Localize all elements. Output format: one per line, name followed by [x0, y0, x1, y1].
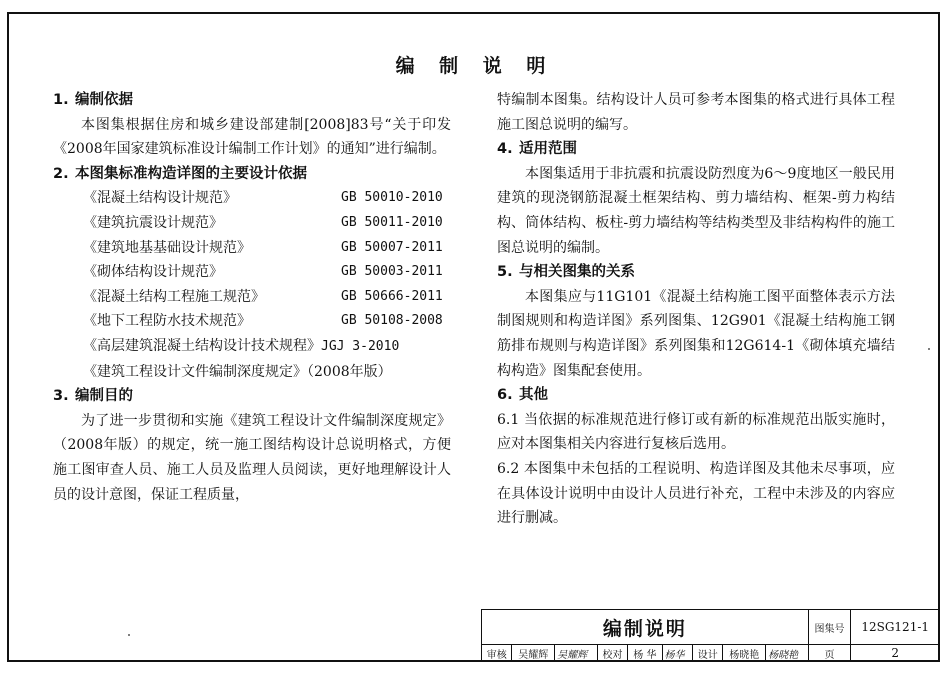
section-4-paragraph: 本图集适用于非抗震和抗震设防烈度为6～9度地区一般民用建筑的现浇钢筋混凝土框架结构、剪力墙结构、框架-剪力构结构、筒体结构、板柱-剪力墙结构等结构类型及非结构构件的施工图总说明的编制。 [497, 165, 895, 256]
page-label: 页 [808, 645, 851, 662]
section-4-heading [497, 137, 895, 162]
section-2-heading [53, 162, 451, 187]
standard-name: 《砌体结构设计规范》 [83, 264, 223, 281]
section-6-number: 6. [497, 387, 513, 404]
standard-name: 《建筑抗震设计规范》 [83, 214, 223, 231]
section-5-title: 与相关图集的关系 [519, 264, 635, 281]
section-6-title: 其他 [519, 387, 548, 404]
left-column [53, 88, 451, 507]
section-3-number: 3. [53, 388, 69, 405]
section-4-title: 适用范围 [519, 141, 577, 158]
checker-name: 杨 华 [628, 645, 662, 662]
scan-speck [128, 634, 130, 636]
atlas-number: 12SG121-1 [851, 610, 940, 645]
standard-code: JGJ 3-2010 [321, 338, 400, 354]
section-1-number: 1. [53, 92, 69, 108]
section-2-number: 2. [53, 165, 69, 182]
drawing-title: 编制说明 [482, 610, 809, 645]
reviewer-name: 吴耀辉 [512, 645, 555, 662]
standard-code: GB 50011-2010 [341, 214, 443, 230]
atlas-number-label: 图集号 [808, 610, 851, 645]
standard-row-depth [53, 360, 451, 385]
standard-row-jgj [53, 334, 451, 360]
right-column [497, 88, 895, 531]
standard-row [53, 260, 451, 285]
designer-name: 杨晓艳 [723, 645, 766, 662]
standard-row [53, 211, 451, 236]
section-2-title: 本图集标准构造详图的主要设计依据 [75, 165, 307, 182]
section-3-paragraph: 为了进一步贯彻和实施《建筑工程设计文件编制深度规定》（2008年版）的规定，统一施工图结构设计总说明格式，方便施工图审查人员、施工人员及监理人员阅读，更好地理解设计人员的设计意图，保证工程质量， [53, 412, 451, 503]
standard-row [53, 186, 451, 211]
section-5-number: 5. [497, 264, 513, 281]
standard-name: 《高层建筑混凝土结构设计技术规程》 [83, 337, 321, 354]
standard-name: 《混凝土结构工程施工规范》 [83, 288, 265, 305]
standard-code: GB 50003-2011 [341, 264, 443, 280]
section-1-title: 编制依据 [75, 92, 133, 108]
section-5-heading [497, 260, 895, 285]
standard-code: GB 50007-2011 [341, 239, 443, 255]
standard-name: 《地下工程防水技术规范》 [83, 313, 251, 330]
standard-code: GB 50666-2011 [341, 288, 443, 304]
scan-speck [928, 348, 930, 350]
standard-row [53, 309, 451, 334]
design-label: 设计 [692, 645, 722, 662]
review-label: 审核 [482, 645, 512, 662]
standard-row [53, 236, 451, 261]
section-1-heading [53, 88, 451, 113]
standard-name: 《建筑工程设计文件编制深度规定》 [83, 363, 307, 380]
title-block [481, 609, 940, 662]
standard-name: 《混凝土结构设计规范》 [83, 190, 237, 207]
standard-row [53, 285, 451, 310]
section-4-number: 4. [497, 141, 513, 158]
section-1-paragraph: 本图集根据住房和城乡建设部建制[2008]83号“关于印发《2008年国家建筑标准设计编制工作计划》的通知”进行编制。 [53, 116, 451, 158]
standard-name: 《建筑地基基础设计规范》 [83, 239, 251, 256]
designer-signature: 杨晓艳 [766, 645, 809, 662]
page-title: 编 制 说 明 [395, 55, 555, 77]
section-3-continued: 特编制本图集。结构设计人员可参考本图集的格式进行具体工程施工图总说明的编写。 [497, 92, 895, 133]
page-number: 2 [851, 645, 940, 662]
reviewer-signature: 吴耀辉 [555, 645, 598, 662]
check-label: 校对 [597, 645, 627, 662]
standard-code: GB 50108-2008 [341, 313, 443, 329]
section-3-title: 编制目的 [75, 388, 133, 405]
section-6-heading [497, 383, 895, 408]
section-3-heading [53, 384, 451, 409]
standard-code: GB 50010-2010 [341, 190, 443, 206]
standard-edition: （2008年版） [307, 363, 392, 380]
section-5-paragraph: 本图集应与11G101《混凝土结构施工图平面整体表示方法制图规则和构造详图》系列图集、12G901《混凝土结构施工钢筋排布规则与构造详图》系列图集和12G614-1《砌体填充墙结构构造》图集配套使用。 [497, 288, 895, 379]
checker-signature: 杨华 [662, 645, 692, 662]
section-6-1-paragraph: 6.1 当依据的标准规范进行修订或有新的标准规范出版实施时，应对本图集相关内容进行复核后选用。 [497, 411, 895, 453]
section-6-2-paragraph: 6.2 本图集中未包括的工程说明、构造详图及其他未尽事项，应在具体设计说明中由设计人员进行补充，工程中未涉及的内容应进行删减。 [497, 460, 895, 527]
